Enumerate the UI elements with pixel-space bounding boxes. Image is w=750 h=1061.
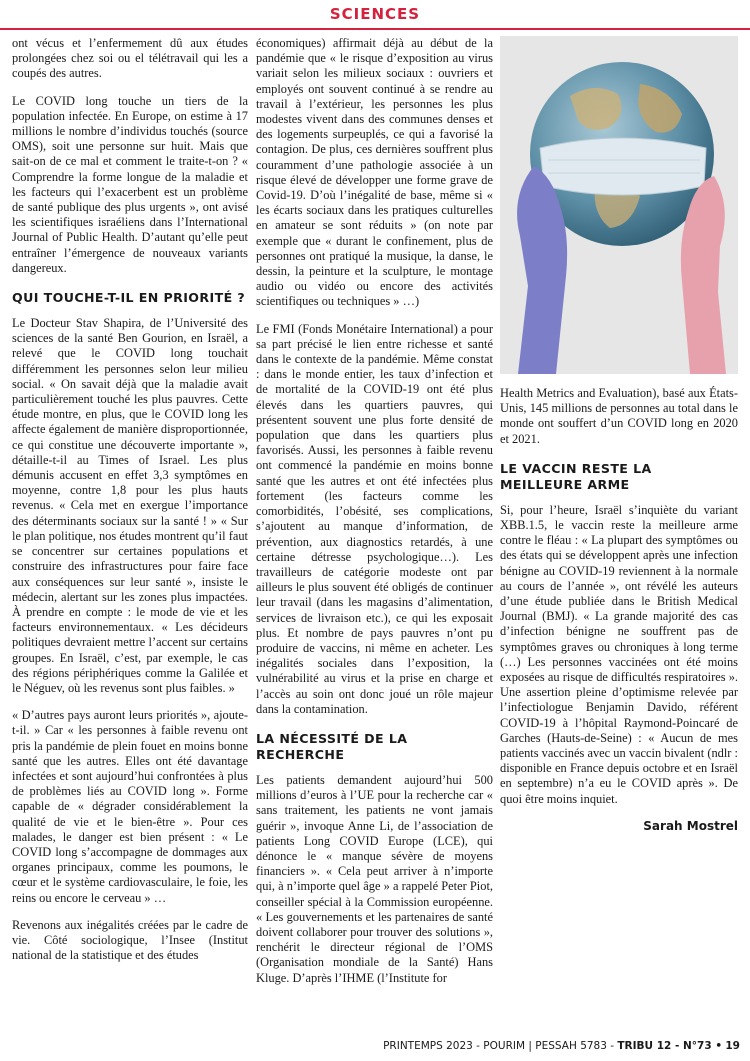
section-heading: LE VACCIN RESTE LA MEILLEURE ARME [500, 460, 652, 492]
col2-paragraph: économiques) affirmait déjà au début de la pandémie que « le risque d’exposition au virus variait selon les milieux sociaux : ouvriers et employés ont souvent continué à se rendre au travail à l’extérieur, les personnes les plus modestes vivent dans des communes denses et des logements surpeuplés, ce qui a favorisé la contagion. De plus, ces dernières souffrent plus couramment d’une pathologie associée à un risque élevé de développer une forme grave de Covid-19. D’où l’inégalité de base, même si « les écarts sociaux dans les pratiques culturelles en amateur se sont réduits » (on note par exemple que « durant le confinement, plus de personnes ont pratiqué la musique, la danse, le dessin, la peinture et la sculpture, le montage audio ou vidéo ou encore des activités scientifiques ou techniques » …) [256, 36, 493, 309]
section-heading: LA NÉCESSITÉ DE LA RECHERCHE [256, 730, 408, 762]
column-2 [256, 36, 493, 998]
face-mask-icon [540, 138, 706, 195]
col3-paragraph: Health Metrics and Evaluation), basé aux États-Unis, 145 millions de personnes au total dans le monde ont souffert d’un COVID long en 2020 et 2021. [500, 386, 738, 446]
footer-passover: PESSAH 5783 - [535, 1040, 615, 1052]
column-1 [12, 36, 248, 975]
section-heading: QUI TOUCHE-T-IL EN PRIORITÉ ? [12, 290, 246, 306]
footer-magazine: TRIBU 12 - N°73 • [617, 1040, 723, 1052]
author-signature: Sarah Mostrel [643, 818, 738, 833]
col1-paragraph: Revenons aux inégalités créées par le cadre de vie. Côté sociologique, l’Insee (Institut national de la statistique et des études [12, 917, 248, 963]
page-header [0, 0, 750, 30]
footer-separator: | [528, 1040, 532, 1052]
col1-paragraph: ont vécus et l’enfermement dû aux études prolongées chez soi ou el télétravail qui les a coupés des autres. [12, 36, 248, 81]
col1-paragraph: Le COVID long touche un tiers de la population infectée. En Europe, on estime à 17 millions le nombre d’individus touchés (source OMS), soit une personne sur huit. Mais que sait-on de ce mal et comment le traite-t-on ? « Comprendre la forme longue de la maladie et les facteurs qui l’exacerbent est un problème de santé publique des plus urgents », ont avisé les scientifiques israéliens dans l’International Journal of Public Health. D’autant qu’elle peut entraîner l’émergence de nouveaux variants dangereux. [12, 93, 248, 275]
footer-season: PRINTEMPS 2023 - POURIM [383, 1040, 526, 1052]
header-rule [0, 28, 750, 30]
page-footer [0, 1040, 740, 1052]
column-3 [500, 386, 738, 834]
globe-illustration [500, 36, 738, 374]
section-title: SCIENCES [329, 5, 421, 23]
col1-paragraph: Le Docteur Stav Shapira, de l’Université des sciences de la santé Ben Gourion, en Israël, a relevé que le COVID long touchait différemment les personnes selon leur milieu social. « On savait déjà que la maladie avait particulièrement touché les plus pauvres. Cette étude montre, en plus, que le COVID long les affecte également de manière disproportionnée, ce qui constitue une découverte importante », détaille-t-il au Times of Israel. Les plus démunis accusent en effet 3,3 symptômes en moyenne, contre 1,8 pour les plus hauts revenus. « Cela met en exergue l’importance des déterminants sociaux sur la santé ! » « Sur le plan politique, nos études montrent qu’il faut se concentrer sur certaines populations et construire des infrastructures pour faire face aux conséquences sur leur santé », insiste le médecin, alertant sur les zones plus impactées. À prendre en compte : le mode de vie et les facteurs environnementaux. « Les décideurs politiques devraient mettre l’accent sur certains groupes. En Israël, c’est, par exemple, le cas des régions périphériques comme la Galilée et le Néguev, où les revenus sont plus faibles. » [12, 316, 248, 695]
col1-paragraph: « D’autres pays auront leurs priorités », ajoute-t-il. » Car « les personnes à faible revenu ont pris la pandémie de plein fouet en moins bonne santé que les autres. Elles ont été davantage infectées et sont aujourd’hui confrontées à plus de problèmes liés au COVID long ». Forme capable de « dégrader considérablement la qualité de vie et le bien-être ». Pour ces malades, le danger est bien présent : « Le COVID long s’accompagne de dommages aux organes principaux, comme les poumons, le cœur et le système cardiovasculaire, le foie, les reins ou encore le cerveau » … [12, 708, 248, 905]
page-number: 19 [725, 1040, 740, 1052]
col3-paragraph: Si, pour l’heure, Israël s’inquiète du variant XBB.1.5, le vaccin reste la meilleure arme contre le fléau : « La plupart des symptômes ou des états qui se développent après une infection bénigne au COVID-19 reviennent à la normale au cours de l’année », ont révélé les auteurs d’une étude publiée dans le British Medical Journal (BMJ). « La grande majorité des cas d’infection bénigne ne souffrent pas de symptômes graves ou chroniques à long terme (…) Les personnes vaccinées ont été moins exposées au risque de difficultés respiratoires ». Une assertion pleine d’optimisme relevée par l’infectiologue Benjamin Davido, référent COVID-19 à l’hôpital Raymond-Poincaré de Garches (Hauts-de-Seine) : « Aucun de mes patients vaccinés avec un vaccin bivalent (ndlr : disponible en France depuis octobre et en Israël en septembre) n’a eu le COVID après ». De quoi être moins inquiet. [500, 502, 738, 806]
col2-paragraph: Le FMI (Fonds Monétaire International) a pour sa part précisé le lien entre richesse et santé dans le contexte de la pandémie. Même constat : dans le monde entier, les taux d’infection et de mortalité de la COVID-19 ont été plus élevés dans les quartiers pauvres, qui présentent souvent une plus forte densité de population que dans les quartiers plus favorisés. Aussi, les personnes à faible revenu ont commencé la pandémie en moins bonne santé que les autres et ont été infectées plus fortement (les facteurs comme les comorbidités, l’obésité, ses complications, s’ajoutent au manque d’information, de prévention, aux diagnostics retardés, à une certaine détresse psychologique…). Les travailleurs de catégorie modeste ont par ailleurs le plus souvent été obligés de continuer leur travail (dans les magasins d’alimentation, services de livraison etc.), ce qui les exposait plus. Et nombre de pays pauvres n’ont pu produire de vaccins, ni même en acheter. Les inégalités sociales dans l’exposition, la vulnérabilité au virus et la prise en charge et l’accès au soin ont donc joué un rôle majeur dans la contamination. [256, 321, 493, 716]
globe-photo [500, 36, 738, 374]
col2-paragraph: Les patients demandent aujourd’hui 500 millions d’euros à l’UE pour la recherche car « sans traitement, les patients ne vont jamais guérir », invoque Anne Li, de l’association de patients Long COVID Europe (LCE), qui dénonce le « manque sévère de moyens financiers ». « Cela peut arriver à n’importe qui, à n’importe quel âge » a rappelé Peter Piot, conseiller spécial à la Commission européenne. « Les gouvernements et les partenaires de santé doivent collaborer pour trouver des solutions », renchérit le directeur régional de l’OMS (Organisation mondiale de la Santé) Hans Kluge. D’après l’IHME (l’Institute for [256, 772, 493, 985]
